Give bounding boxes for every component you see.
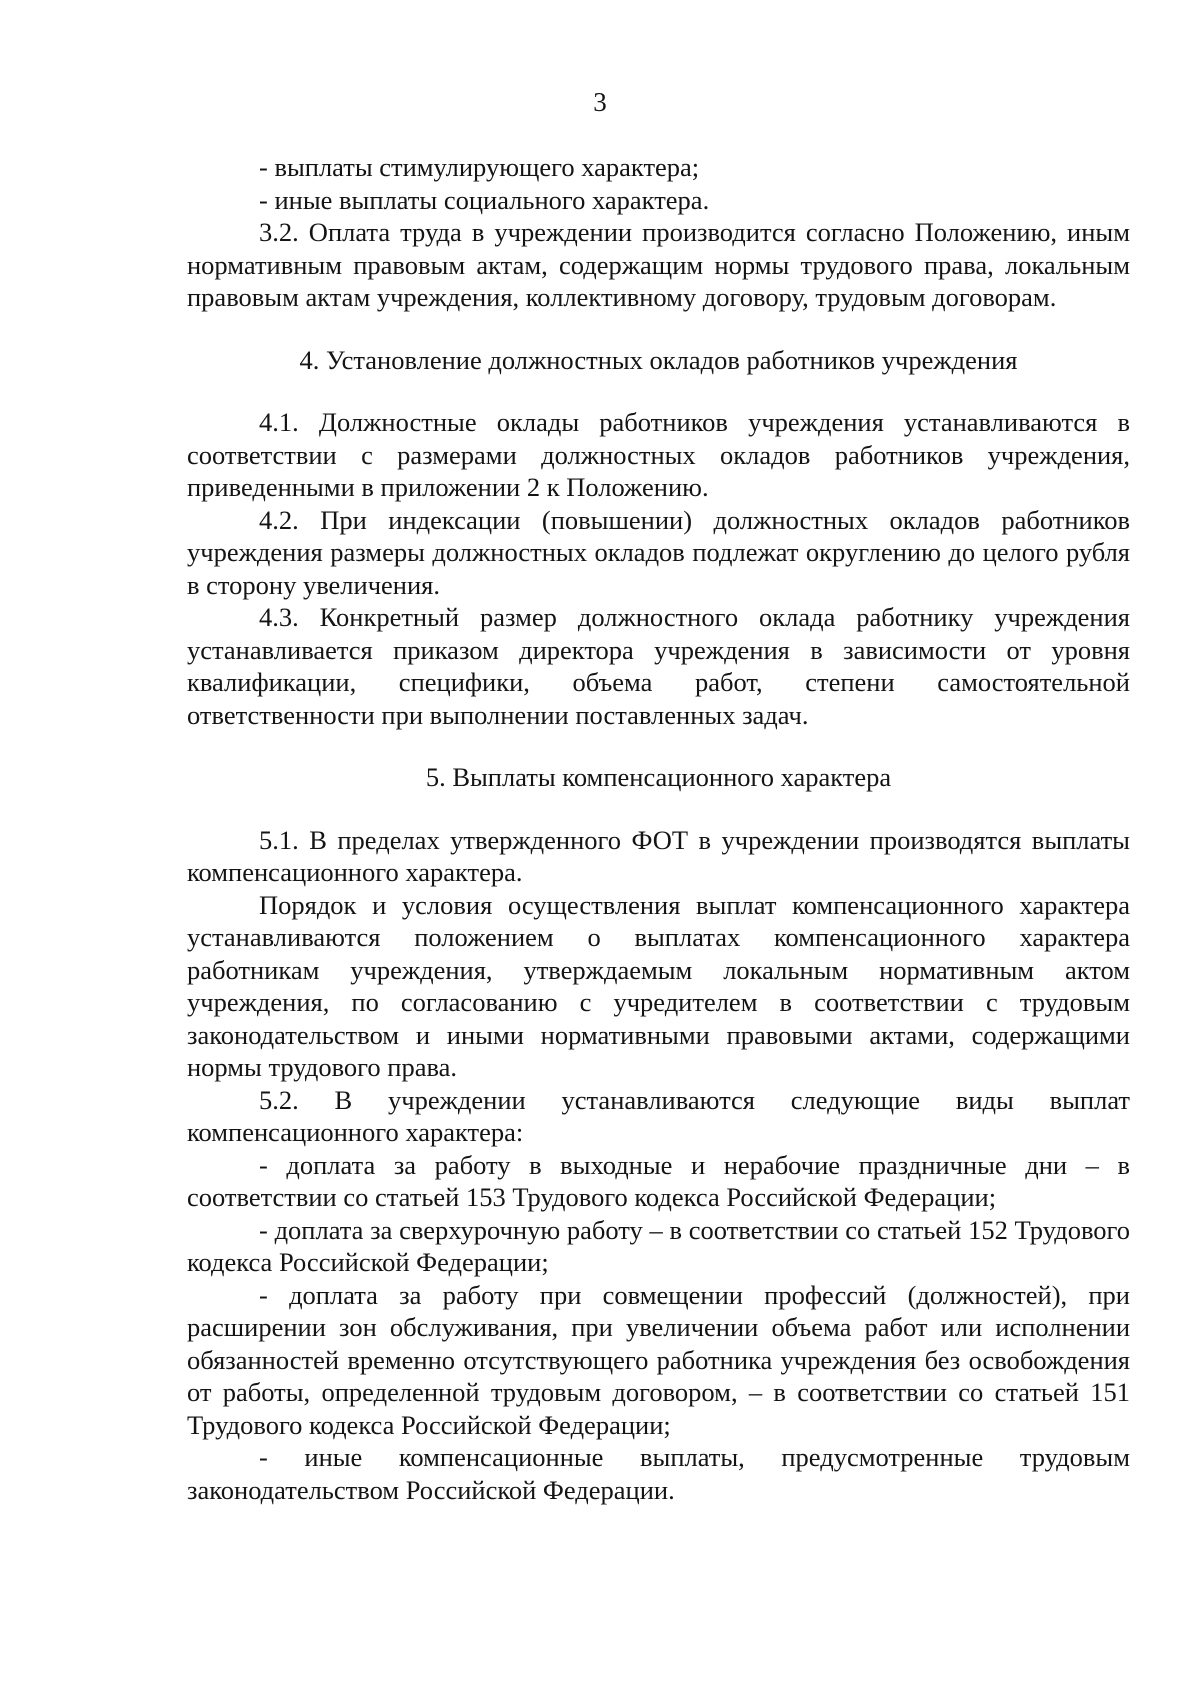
paragraph: 5.1. В пределах утвержденного ФОТ в учреждении производятся выплаты компенсационного характера. bbox=[187, 824, 1130, 887]
document-body bbox=[187, 151, 1130, 1506]
list-item: - иные компенсационные выплаты, предусмотренные трудовым законодательством Российской Федерации. bbox=[187, 1442, 1130, 1505]
list-item: - доплата за работу при совмещении профессий (должностей), при расширении зон обслуживания, при увеличении объема работ или исполнении обязанностей временно отсутствующего работника учреждения без освобождения от работы, определенной трудовым договором, – в соответствии со статьей 151 Трудового кодекса Российской Федерации; bbox=[187, 1279, 1130, 1440]
paragraph: 4.1. Должностные оклады работников учреждения устанавливаются в соответствии с размерами должностных окладов работников учреждения, приведенными в приложении 2 к Положению. bbox=[187, 407, 1130, 502]
section-heading: 4. Установление должностных окладов работников учреждения bbox=[299, 344, 1018, 375]
paragraph: 5.2. В учреждении устанавливаются следующие виды выплат компенсационного характера: bbox=[187, 1084, 1130, 1147]
paragraph: 3.2. Оплата труда в учреждении производится согласно Положению, иным нормативным правовым актам, содержащим нормы трудового права, локальным правовым актам учреждения, коллективному договору, трудовым договорам. bbox=[187, 217, 1130, 312]
list-item: - выплаты стимулирующего характера; bbox=[259, 152, 700, 182]
section-heading: 5. Выплаты компенсационного характера bbox=[425, 762, 892, 792]
paragraph: Порядок и условия осуществления выплат компенсационного характера устанавливаются положением о выплатах компенсационного характера работникам учреждения, утверждаемым локальным нормативным актом учреждения, по согласованию с учредителем в соответствии с трудовым законодательством и иными нормативными правовыми актами, содержащими нормы трудового права. bbox=[187, 889, 1130, 1082]
list-item: - иные выплаты социального характера. bbox=[259, 184, 710, 215]
paragraph: 4.3. Конкретный размер должностного оклада работнику учреждения устанавливается приказом директора учреждения в зависимости от уровня квалификации, специфики, объема работ, степени самостоятельной ответственности при выполнении поставленных задач. bbox=[187, 602, 1130, 730]
list-item: - доплата за работу в выходные и нерабочие праздничные дни – в соответствии со статьей 153 Трудового кодекса Российской Федерации; bbox=[187, 1149, 1130, 1212]
list-item: - доплата за сверхурочную работу – в соответствии со статьей 152 Трудового кодекса Российской Федерации; bbox=[187, 1214, 1130, 1277]
paragraph: 4.2. При индексации (повышении) должностных окладов работников учреждения размеры должностных окладов подлежат округлению до целого рубля в сторону увеличения. bbox=[187, 504, 1130, 600]
page-number: 3 bbox=[593, 87, 607, 117]
